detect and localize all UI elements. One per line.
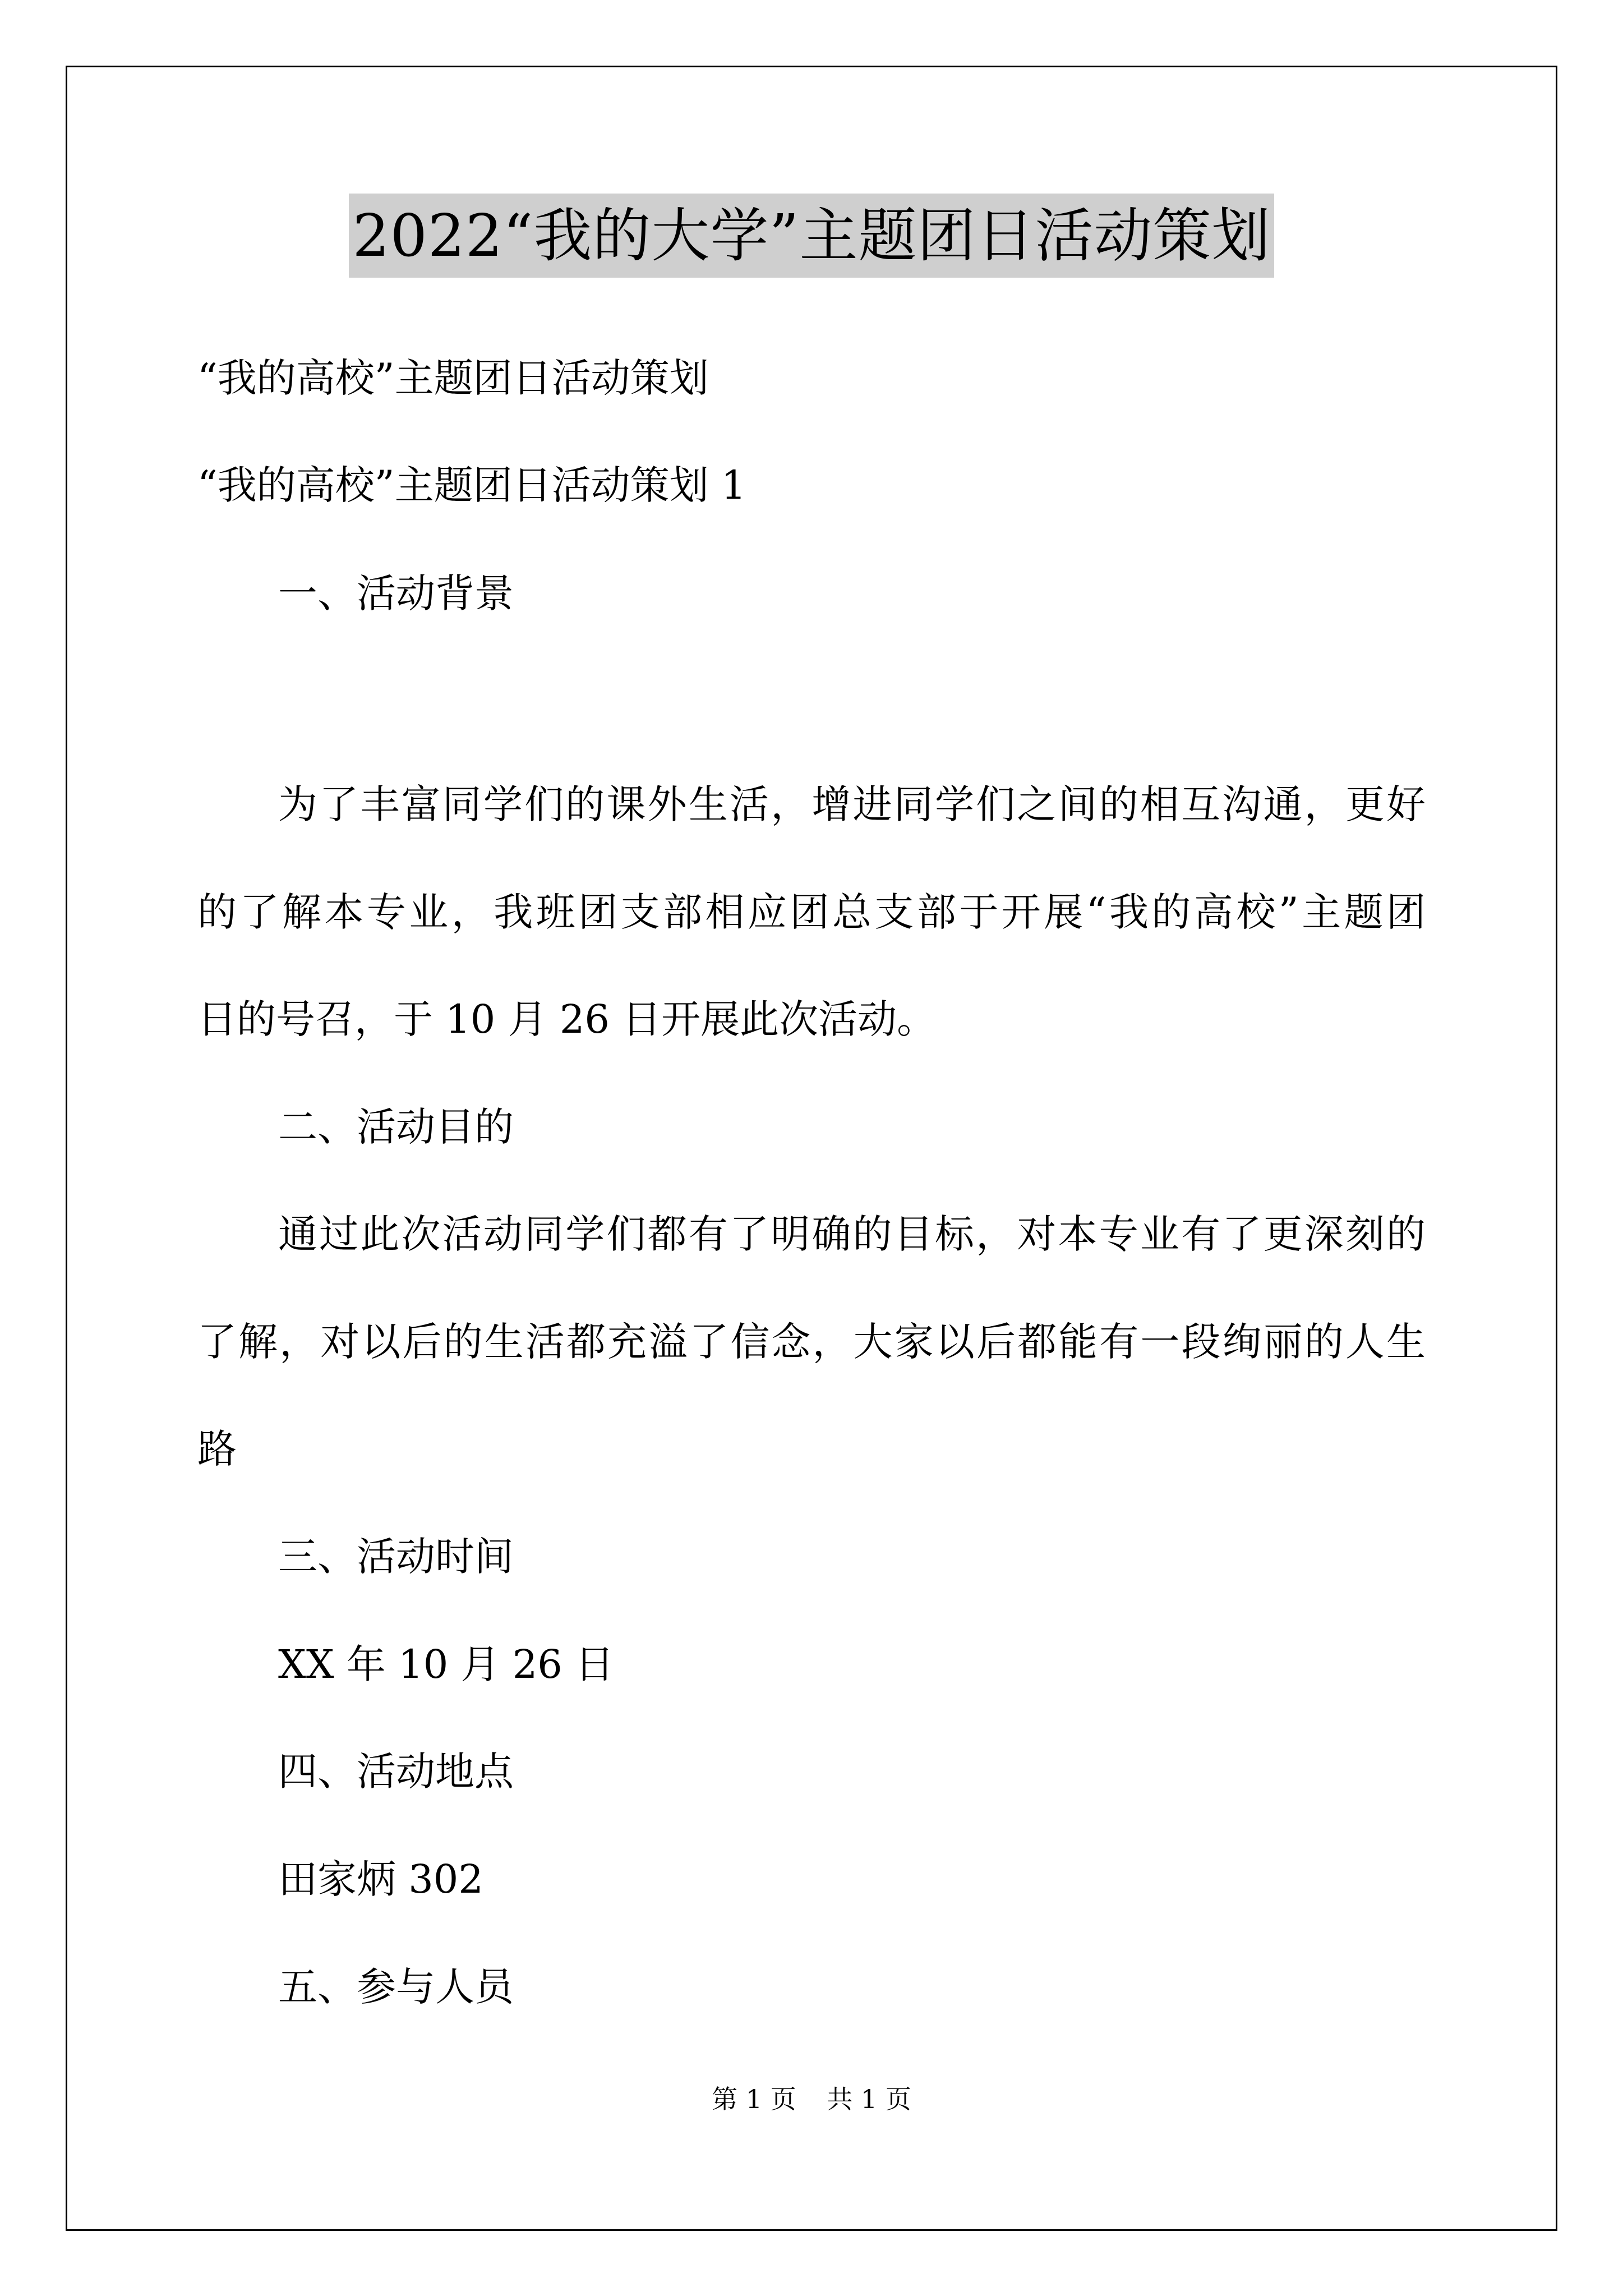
page-number: 第 1 页 — [712, 2084, 796, 2114]
document-title: 2022“我的大学”主题团日活动策划 — [349, 194, 1274, 278]
heading-time: 三、活动时间 — [278, 1534, 514, 1580]
heading-background: 一、活动背景 — [278, 570, 514, 616]
paragraph-background-line-3: 日的号召，于 10 月 26 日开展此次活动。 — [197, 996, 937, 1042]
page-footer — [0, 2082, 1623, 2116]
heading-place: 四、活动地点 — [278, 1749, 514, 1795]
paragraph-background-line-2: 的了解本专业，我班团支部相应团总支部于开展“我的高校”主题团 — [197, 889, 1426, 935]
paragraph-background-line-1: 为了丰富同学们的课外生活，增进同学们之间的相互沟通，更好 — [278, 781, 1426, 827]
paragraph-purpose-line-1: 通过此次活动同学们都有了明确的目标，对本专业有了更深刻的 — [278, 1211, 1426, 1257]
activity-place: 田家炳 302 — [278, 1856, 483, 1902]
page-total: 共 1 页 — [827, 2084, 911, 2114]
title-block — [0, 194, 1623, 278]
heading-participants: 五、参与人员 — [278, 1964, 514, 2010]
subtitle: “我的高校”主题团日活动策划 — [197, 355, 709, 401]
section-heading: “我的高校”主题团日活动策划 1 — [197, 462, 746, 508]
activity-time: XX 年 10 月 26 日 — [278, 1641, 615, 1687]
paragraph-purpose-line-3: 路 — [197, 1426, 237, 1472]
heading-purpose: 二、活动目的 — [278, 1104, 514, 1150]
paragraph-purpose-line-2: 了解，对以后的生活都充溢了信念，大家以后都能有一段绚丽的人生 — [197, 1319, 1426, 1365]
